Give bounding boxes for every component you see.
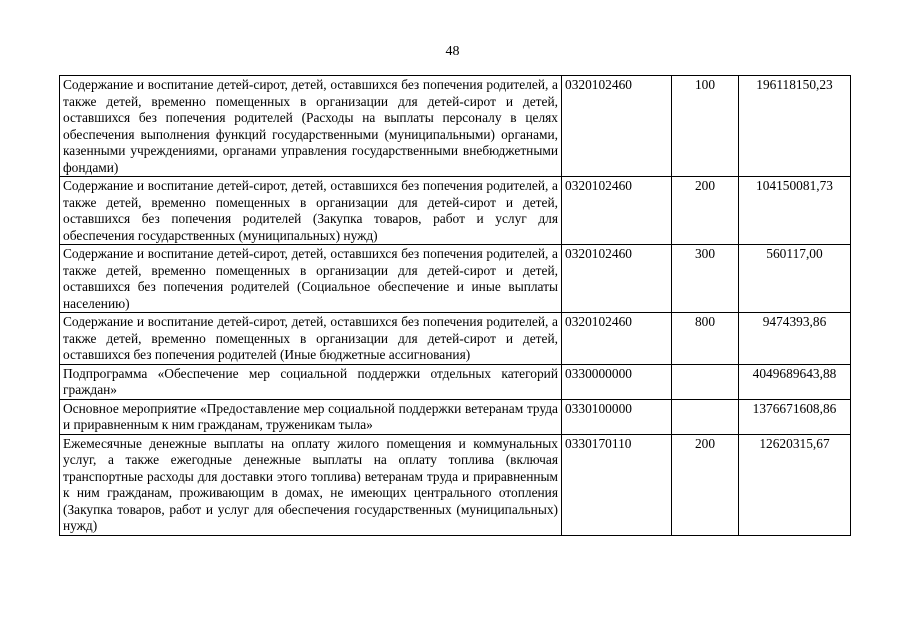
row-description: Подпрограмма «Обеспечение мер социальной поддержки отдельных категорий граждан» [60,364,562,399]
row-description: Содержание и воспитание детей-сирот, детей, оставшихся без попечения родителей, а также детей, временно помещенных в организации для детей-сирот и детей, оставшихся без попечения родителей (Социальное обеспечение и иные выплаты населению) [60,245,562,313]
table-row [60,399,851,434]
table-row [60,434,851,535]
row-expense-kind: 200 [672,434,739,535]
row-target-code: 0330170110 [562,434,672,535]
row-expense-kind: 100 [672,76,739,177]
row-description: Ежемесячные денежные выплаты на оплату жилого помещения и коммунальных услуг, а также ежегодные денежные выплаты на оплату топлива (включая транспортные расходы для доставки этого топлива) ветеранам труда и приравненным к ним гражданам, проживающим в домах, не имеющих центрального отопления (Закупка товаров, работ и услуг для обеспечения государственных (муниципальных) нужд) [60,434,562,535]
row-target-code: 0320102460 [562,313,672,365]
row-target-code: 0320102460 [562,245,672,313]
row-target-code: 0330100000 [562,399,672,434]
table-row [60,245,851,313]
row-amount: 1376671608,86 [739,399,851,434]
row-target-code: 0320102460 [562,177,672,245]
row-expense-kind [672,399,739,434]
row-description: Содержание и воспитание детей-сирот, детей, оставшихся без попечения родителей, а также детей, временно помещенных в организации для детей-сирот и детей, оставшихся без попечения родителей (Расходы на выплаты персоналу в целях обеспечения выполнения функций государственными (муниципальными) органами, казенными учреждениями, органами управления государственными внебюджетными фондами) [60,76,562,177]
row-amount: 560117,00 [739,245,851,313]
table-row [60,364,851,399]
row-amount: 196118150,23 [739,76,851,177]
row-amount: 104150081,73 [739,177,851,245]
row-target-code: 0320102460 [562,76,672,177]
row-expense-kind: 300 [672,245,739,313]
row-description: Содержание и воспитание детей-сирот, детей, оставшихся без попечения родителей, а также детей, временно помещенных в организации для детей-сирот и детей, оставшихся без попечения родителей (Иные бюджетные ассигнования) [60,313,562,365]
row-expense-kind: 200 [672,177,739,245]
budget-table [59,75,851,536]
row-target-code: 0330000000 [562,364,672,399]
row-expense-kind [672,364,739,399]
table-row [60,76,851,177]
row-expense-kind: 800 [672,313,739,365]
row-description: Содержание и воспитание детей-сирот, детей, оставшихся без попечения родителей, а также детей, временно помещенных в организации для детей-сирот и детей, оставшихся без попечения родителей (Закупка товаров, работ и услуг для обеспечения государственных (муниципальных) нужд) [60,177,562,245]
row-amount: 4049689643,88 [739,364,851,399]
page-number: 48 [445,44,460,59]
row-amount: 12620315,67 [739,434,851,535]
row-amount: 9474393,86 [739,313,851,365]
table-row [60,177,851,245]
row-description: Основное мероприятие «Предоставление мер социальной поддержки ветеранам труда и приравненным к ним гражданам, труженикам тыла» [60,399,562,434]
table-row [60,313,851,365]
